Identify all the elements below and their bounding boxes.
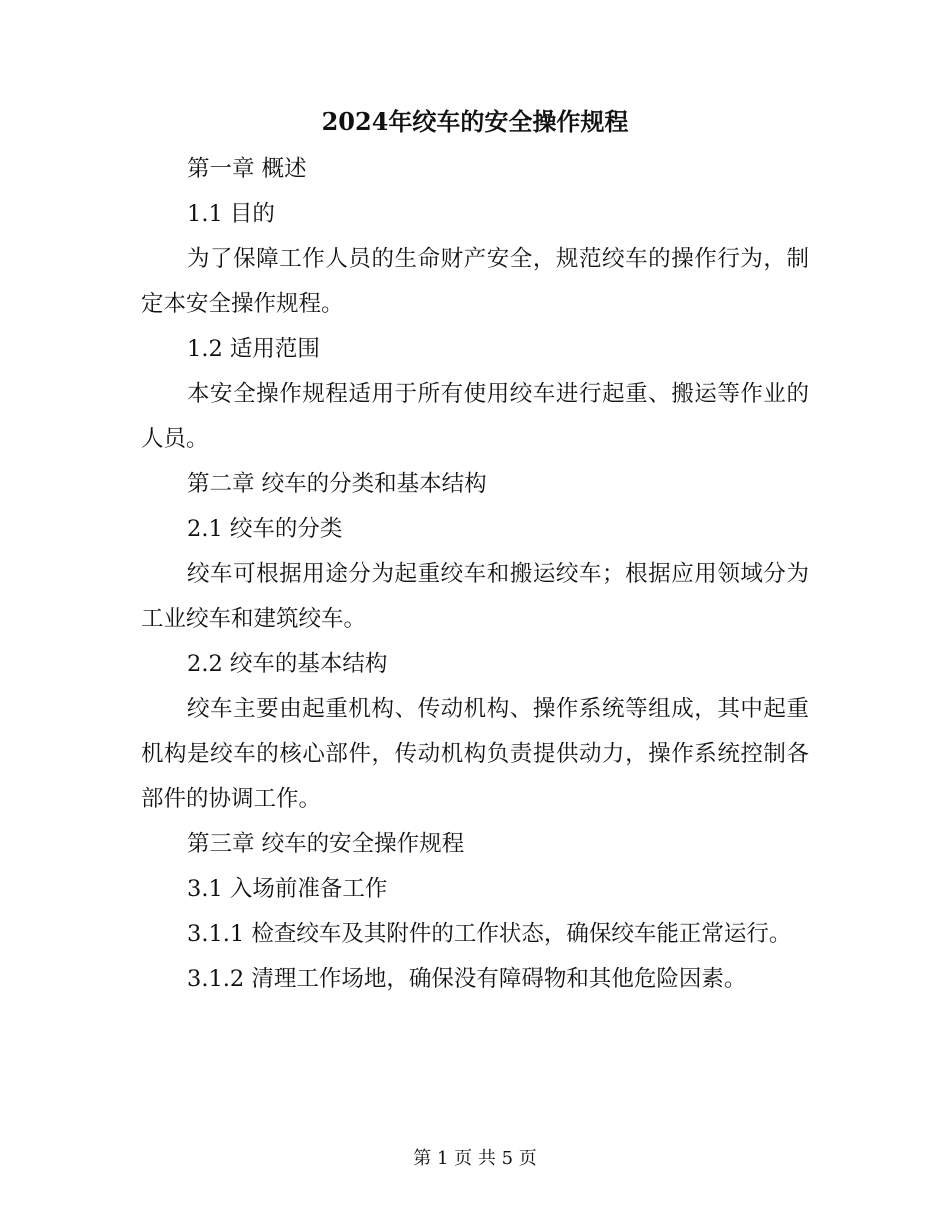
paragraph: 3.1 入场前准备工作 [187,876,388,902]
paragraph: 1.1 目的 [187,201,275,227]
paragraph: 第二章 绞车的分类和基本结构 [187,471,487,497]
paragraph: 第三章 绞车的安全操作规程 [187,831,465,857]
paragraph: 第一章 概述 [187,156,307,182]
paragraph: 1.2 适用范围 [187,336,320,362]
paragraph: 为了保障工作人员的生命财产安全，规范绞车的操作行为，制定本安全操作规程。 [141,246,809,317]
page-footer: 第 1 页 共 5 页 [413,1148,537,1169]
paragraph: 2.1 绞车的分类 [187,516,343,542]
paragraph: 绞车主要由起重机构、传动机构、操作系统等组成，其中起重机构是绞车的核心部件，传动机构负责提供动力，操作系统控制各部件的协调工作。 [141,696,809,812]
paragraph: 本安全操作规程适用于所有使用绞车进行起重、搬运等作业的人员。 [141,381,809,452]
paragraph: 2.2 绞车的基本结构 [187,651,388,677]
document-body [141,97,809,1002]
document-title: 2024年绞车的安全操作规程 [321,107,629,136]
paragraph: 绞车可根据用途分为起重绞车和搬运绞车；根据应用领域分为工业绞车和建筑绞车。 [141,561,809,632]
paragraph: 3.1.1 检查绞车及其附件的工作状态，确保绞车能正常运行。 [187,921,792,947]
paragraph: 3.1.2 清理工作场地，确保没有障碍物和其他危险因素。 [187,966,747,992]
